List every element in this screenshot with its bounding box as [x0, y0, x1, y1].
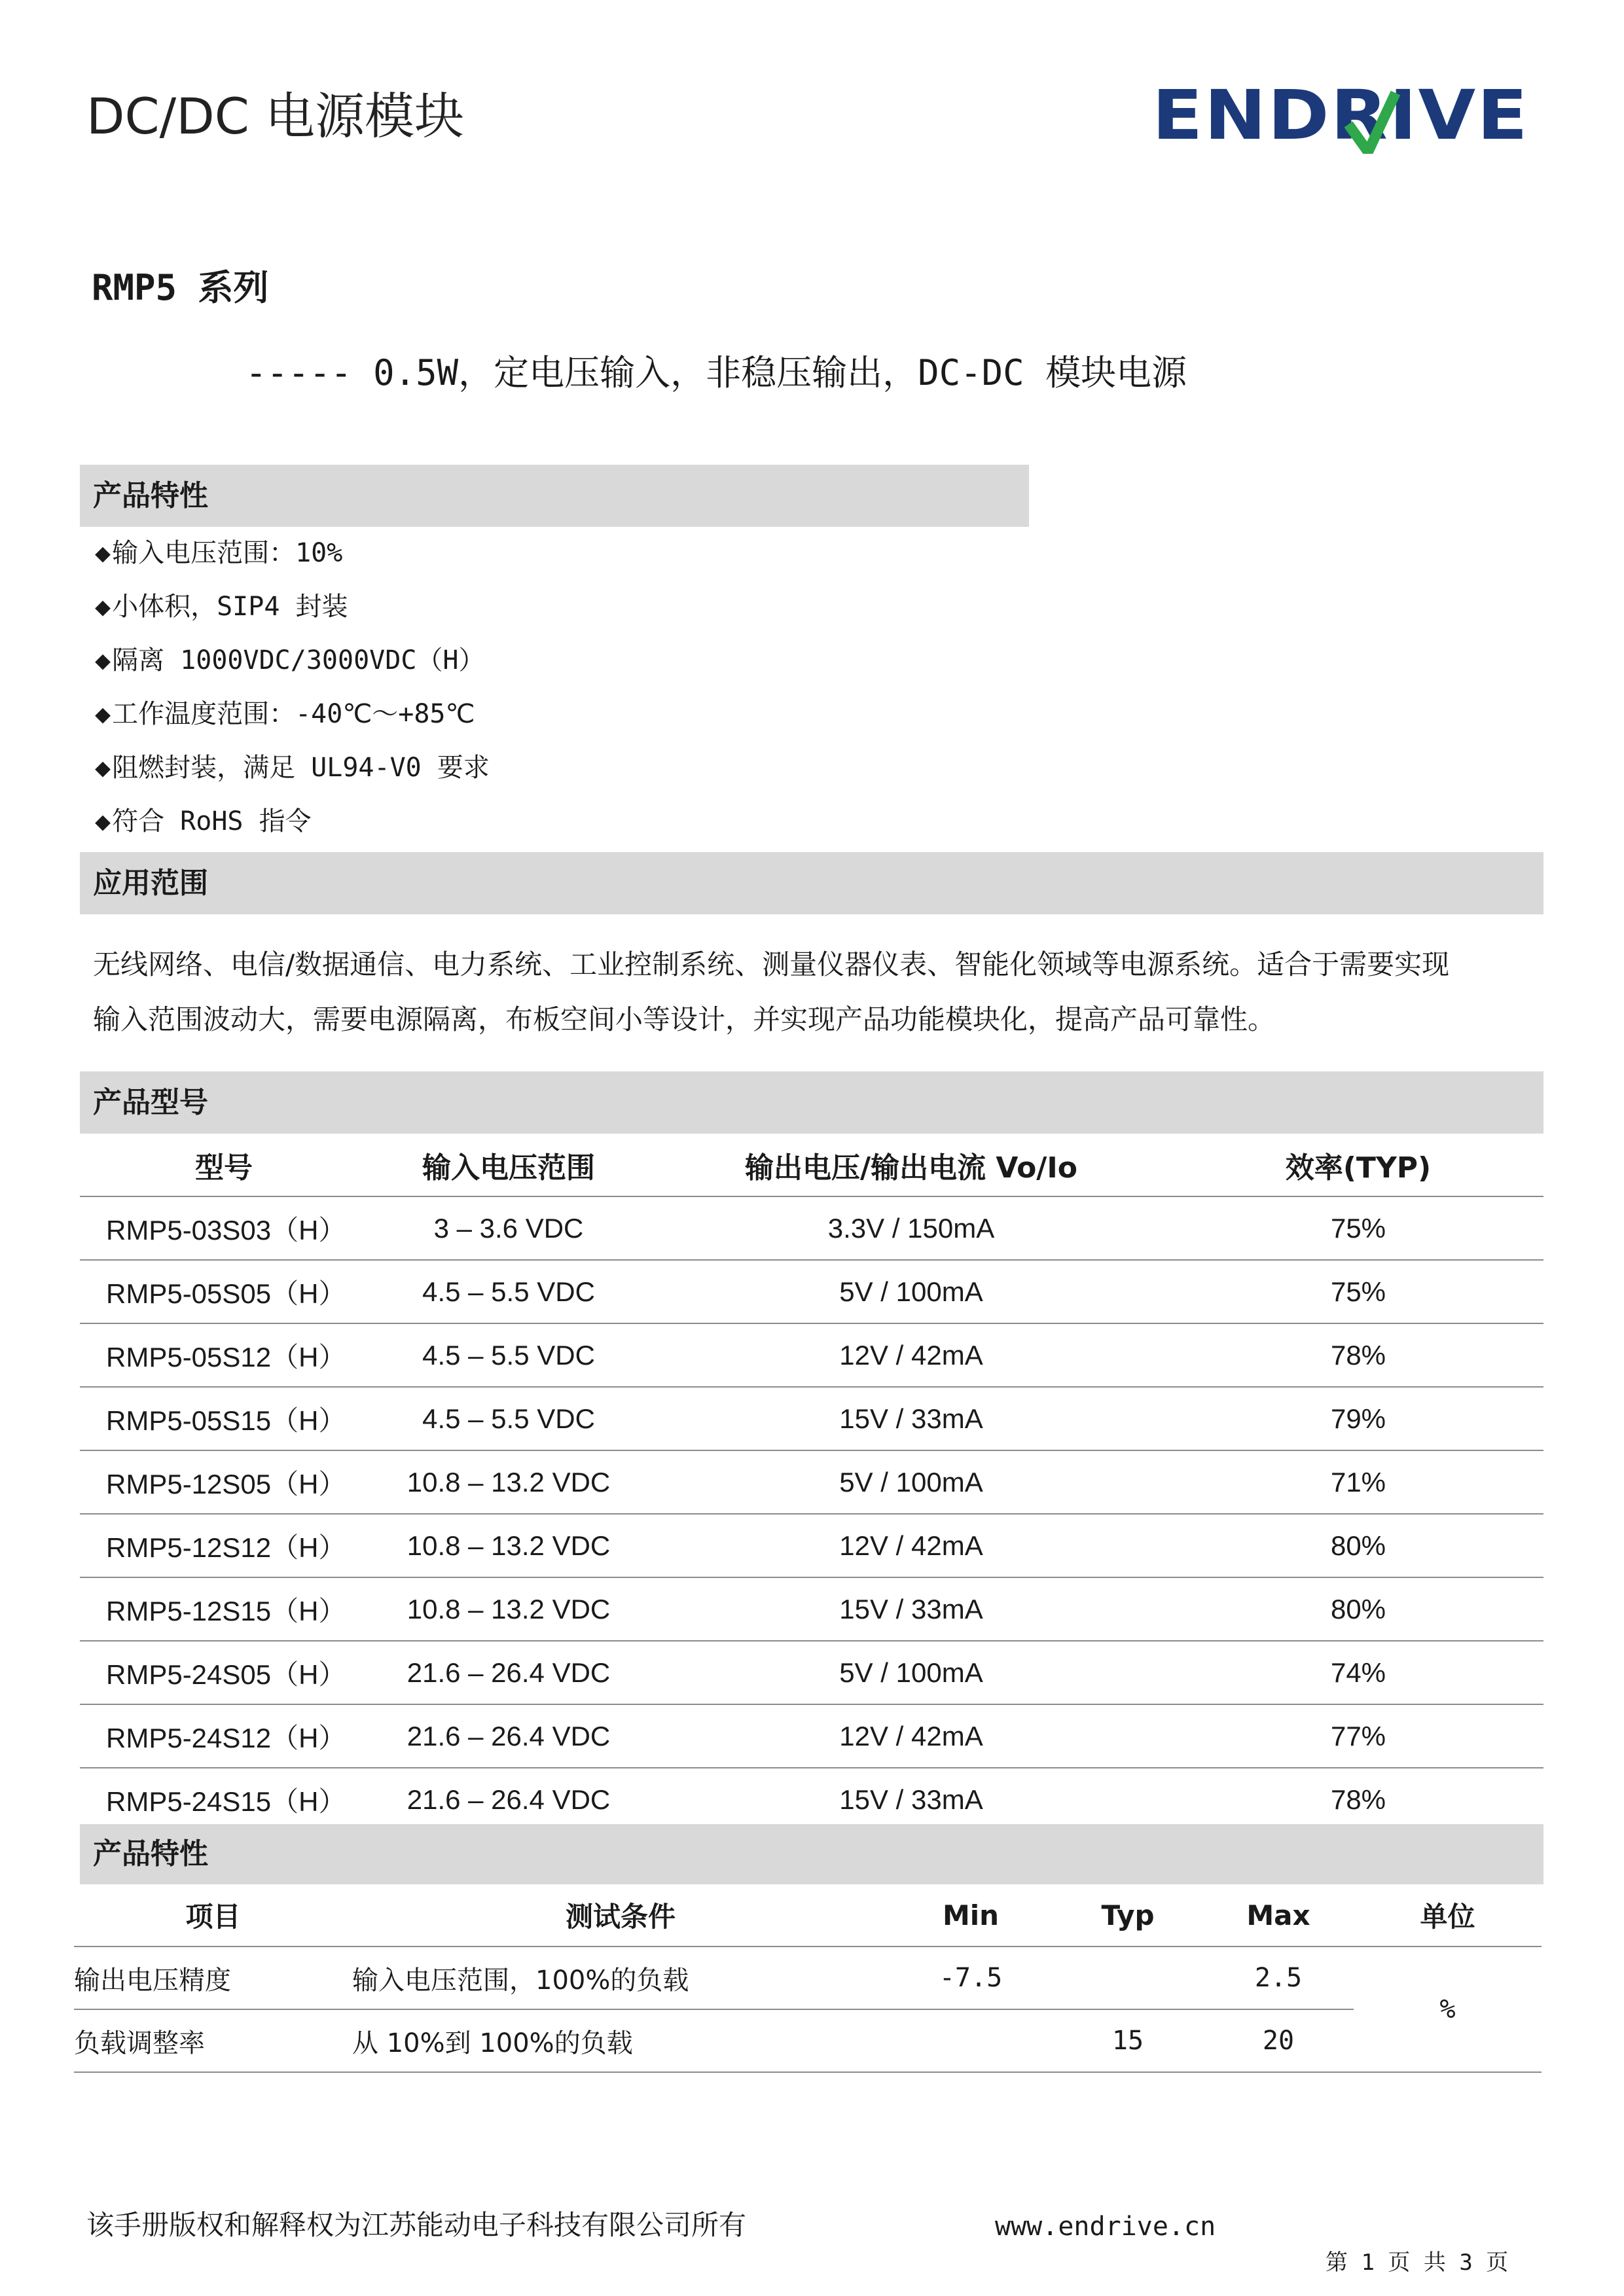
- document-subtitle: ----- 0.5W，定电压输入，非稳压输出，DC-DC 模块电源: [245, 352, 1187, 393]
- series-title: RMP5 系列: [92, 267, 269, 308]
- model-row: [80, 1768, 1543, 1831]
- feature-item: [95, 533, 342, 573]
- output-voltage-current: 15V / 33mA: [649, 1577, 1173, 1641]
- feature-text: 输入电压范围：10%: [112, 538, 343, 568]
- application-line-1: 无线网络、电信/数据通信、电力系统、工业控制系统、测量仪器仪表、智能化领域等电源系统。适合于需要实现: [93, 948, 1450, 980]
- specs-row: [74, 1946, 1542, 2009]
- model-name: RMP5-12S15（H）: [80, 1577, 368, 1641]
- diamond-bullet-icon: ◆: [95, 699, 111, 729]
- efficiency: 80%: [1173, 1514, 1543, 1577]
- feature-text: 阻燃封装，满足 UL94-V0 要求: [112, 753, 490, 783]
- model-name: RMP5-24S12（H）: [80, 1704, 368, 1768]
- model-name: RMP5-03S03（H）: [80, 1196, 368, 1260]
- model-row: [80, 1260, 1543, 1323]
- output-voltage-current: 15V / 33mA: [839, 1784, 983, 1815]
- output-voltage-current: 15V / 33mA: [649, 1387, 1173, 1450]
- efficiency: 80%: [1173, 1577, 1543, 1641]
- efficiency: 79%: [1173, 1387, 1543, 1450]
- spec-min: [889, 2009, 1053, 2072]
- models-column-header: 型号: [80, 1134, 368, 1196]
- output-voltage-current: 5V / 100mA: [649, 1450, 1173, 1514]
- model-row: [80, 1514, 1543, 1577]
- application-line-2: 输入范围波动大，需要电源隔离，布板空间小等设计，并实现产品功能模块化，提高产品可靠性。: [93, 1003, 1276, 1035]
- feature-text: 工作温度范围：-40℃～+85℃: [112, 699, 475, 729]
- models-table: [80, 1134, 1543, 1831]
- model-row: [80, 1196, 1543, 1260]
- model-name: RMP5-05S05（H）: [80, 1260, 368, 1323]
- input-voltage: 10.8 – 13.2 VDC: [368, 1450, 649, 1514]
- spec-condition: 从 10%到 100%的负载: [352, 2009, 889, 2072]
- output-voltage-current: 12V / 42mA: [649, 1514, 1173, 1577]
- spec-max: 2.5: [1203, 1946, 1354, 2009]
- feature-item: [95, 694, 475, 734]
- input-voltage: 21.6 – 26.4 VDC: [406, 1784, 611, 1815]
- feature-item: [95, 587, 348, 626]
- endrive-logo: [1152, 79, 1532, 154]
- specs-column-header: Min: [889, 1884, 1053, 1946]
- models-column-header: 输出电压/输出电流 Vo/Io: [649, 1134, 1173, 1196]
- specs-column-header: Typ: [1053, 1884, 1203, 1946]
- spec-typ: [1053, 1946, 1203, 2009]
- feature-text: 隔离 1000VDC/3000VDC（H）: [112, 645, 485, 675]
- model-row: [80, 1450, 1543, 1514]
- input-voltage: 10.8 – 13.2 VDC: [368, 1577, 649, 1641]
- model-name: RMP5-05S15（H）: [80, 1387, 368, 1450]
- model-name: RMP5-24S15（H）: [106, 1785, 346, 1817]
- diamond-bullet-icon: ◆: [95, 753, 111, 783]
- model-row: [80, 1704, 1543, 1768]
- footer-page-number: 第 1 页 共 3 页: [1326, 2250, 1509, 2276]
- feature-item: [95, 802, 312, 841]
- specs-column-header: 项目: [74, 1884, 352, 1946]
- spec-typ: 15: [1053, 2009, 1203, 2072]
- feature-item: [95, 748, 490, 787]
- feature-text: 小体积，SIP4 封装: [112, 592, 348, 622]
- model-name: RMP5-12S12（H）: [80, 1514, 368, 1577]
- logo-wordmark: ENDRIVE: [1152, 79, 1529, 154]
- model-row: [80, 1323, 1543, 1387]
- diamond-bullet-icon: ◆: [95, 592, 111, 622]
- input-voltage: 10.8 – 13.2 VDC: [368, 1514, 649, 1577]
- specs-table: [74, 1884, 1542, 2073]
- models-column-header: 效率(TYP): [1173, 1134, 1543, 1196]
- efficiency: 75%: [1173, 1260, 1543, 1323]
- input-voltage: 4.5 – 5.5 VDC: [368, 1260, 649, 1323]
- models-table-header-row: [80, 1134, 1543, 1196]
- output-voltage-current: 5V / 100mA: [649, 1260, 1173, 1323]
- specs-column-header: Max: [1203, 1884, 1354, 1946]
- input-voltage: 21.6 – 26.4 VDC: [368, 1641, 649, 1704]
- application-heading: 应用范围: [80, 852, 1543, 914]
- output-voltage-current: 12V / 42mA: [649, 1323, 1173, 1387]
- spec-item: 负载调整率: [74, 2009, 352, 2072]
- models-heading: 产品型号: [80, 1071, 1543, 1134]
- feature-item: [95, 641, 485, 680]
- efficiency: 77%: [1173, 1704, 1543, 1768]
- model-row: [80, 1387, 1543, 1450]
- model-name: RMP5-12S05（H）: [80, 1450, 368, 1514]
- specs-row: [74, 2009, 1542, 2072]
- efficiency: 75%: [1173, 1196, 1543, 1260]
- spec-min: -7.5: [889, 1946, 1053, 2009]
- footer-copyright: 该手册版权和解释权为江苏能动电子科技有限公司所有: [86, 2209, 747, 2241]
- spec-unit: %: [1354, 1946, 1542, 2072]
- input-voltage: 4.5 – 5.5 VDC: [368, 1323, 649, 1387]
- input-voltage: 3 – 3.6 VDC: [368, 1196, 649, 1260]
- footer-url: www.endrive.cn: [995, 2212, 1216, 2242]
- input-voltage: 4.5 – 5.5 VDC: [368, 1387, 649, 1450]
- diamond-bullet-icon: ◆: [95, 645, 111, 675]
- output-voltage-current: 5V / 100mA: [649, 1641, 1173, 1704]
- feature-text: 符合 RoHS 指令: [112, 806, 312, 836]
- model-row: [80, 1577, 1543, 1641]
- input-voltage: 21.6 – 26.4 VDC: [368, 1704, 649, 1768]
- output-voltage-current: 3.3V / 150mA: [649, 1196, 1173, 1260]
- spec-max: 20: [1203, 2009, 1354, 2072]
- model-name: RMP5-24S05（H）: [80, 1641, 368, 1704]
- efficiency: 74%: [1173, 1641, 1543, 1704]
- specs-column-header: 单位: [1354, 1884, 1542, 1946]
- spec-item: 输出电压精度: [74, 1946, 352, 2009]
- model-row: [80, 1641, 1543, 1704]
- document-header-title: DC/DC 电源模块: [86, 87, 464, 145]
- features-heading: 产品特性: [80, 465, 1029, 527]
- diamond-bullet-icon: ◆: [95, 538, 111, 568]
- specs-heading: 产品特性: [80, 1824, 1543, 1884]
- models-column-header: 输入电压范围: [368, 1134, 649, 1196]
- efficiency: 71%: [1173, 1450, 1543, 1514]
- output-voltage-current: 12V / 42mA: [649, 1704, 1173, 1768]
- efficiency: 78%: [1330, 1784, 1386, 1815]
- efficiency: 78%: [1173, 1323, 1543, 1387]
- spec-condition: 输入电压范围，100%的负载: [352, 1946, 889, 2009]
- specs-table-header-row: [74, 1884, 1542, 1946]
- specs-column-header: 测试条件: [352, 1884, 889, 1946]
- diamond-bullet-icon: ◆: [95, 806, 111, 836]
- model-name: RMP5-05S12（H）: [80, 1323, 368, 1387]
